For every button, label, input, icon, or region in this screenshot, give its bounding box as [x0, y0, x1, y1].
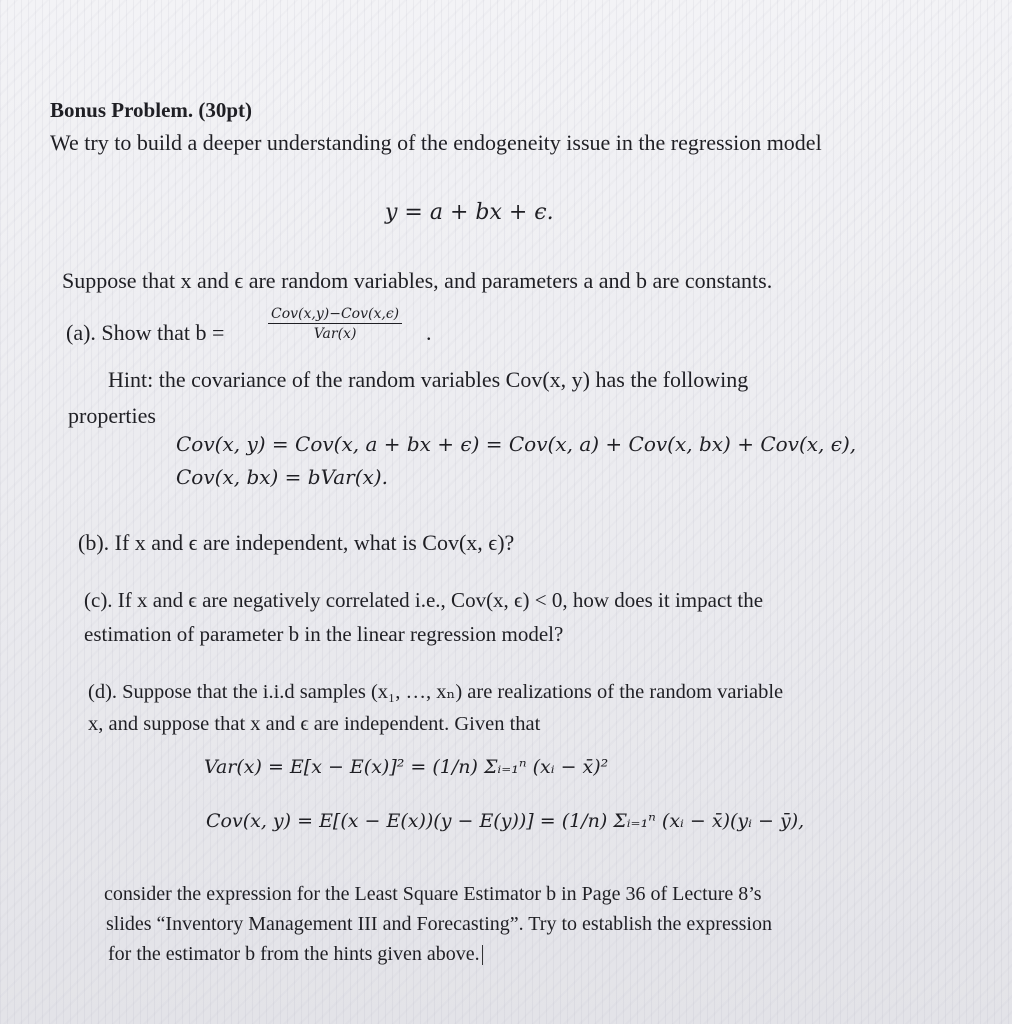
text-cursor [482, 945, 484, 965]
intro-text: We try to build a deeper understanding of the endogeneity issue in the regression model [50, 130, 822, 155]
covariance-property-2: Cov(x, bx) = bVar(x). [176, 465, 388, 489]
model-equation: y = a + bx + ϵ. [385, 200, 554, 225]
part-c-line-1: (c). If x and ϵ are negatively correlated i.e., Cov(x, ϵ) < 0, how does it impact the [84, 588, 764, 612]
closing-line-3-text: for the estimator b from the hints given above. [108, 943, 480, 965]
covariance-definition: Cov(x, y) = E[(x − E(x))(y − E(y))] = (1/n) Σᵢ₌₁ⁿ (xᵢ − x̄)(yᵢ − ȳ), [206, 810, 805, 832]
fraction-denominator: Var(x) [313, 326, 357, 342]
part-b-text: (b). If x and ϵ are independent, what is Cov(x, ϵ)? [78, 530, 515, 555]
part-d-line-2: x, and suppose that x and ϵ are independent. Given that [88, 713, 541, 735]
part-a-prefix: (a). Show that b = [66, 320, 225, 345]
part-a-suffix: . [426, 320, 432, 345]
assumption-text: Suppose that x and ϵ are random variables, and parameters a and b are constants. [62, 268, 773, 293]
part-c-line-2: estimation of parameter b in the linear regression model? [84, 622, 564, 646]
closing-line-3 [108, 942, 483, 966]
fraction-numerator: Cov(x,y)−Cov(x,ϵ) [268, 306, 402, 324]
hint-line-2: properties [68, 403, 156, 428]
part-d-line-1: (d). Suppose that the i.i.d samples (x₁, …, xₙ) are realizations of the random variable [88, 681, 784, 703]
hint-line-1: Hint: the covariance of the random variables Cov(x, y) has the following [108, 367, 749, 392]
closing-line-2: slides “Inventory Management III and Forecasting”. Try to establish the expression [106, 913, 772, 935]
variance-definition: Var(x) = E[x − E(x)]² = (1/n) Σᵢ₌₁ⁿ (xᵢ − x̄)² [204, 756, 609, 778]
part-a-fraction [268, 306, 402, 342]
closing-line-1: consider the expression for the Least Square Estimator b in Page 36 of Lecture 8’s [104, 883, 762, 905]
covariance-property-1: Cov(x, y) = Cov(x, a + bx + ϵ) = Cov(x, a) + Cov(x, bx) + Cov(x, ϵ), [176, 432, 857, 456]
problem-title: Bonus Problem. (30pt) [50, 98, 253, 122]
